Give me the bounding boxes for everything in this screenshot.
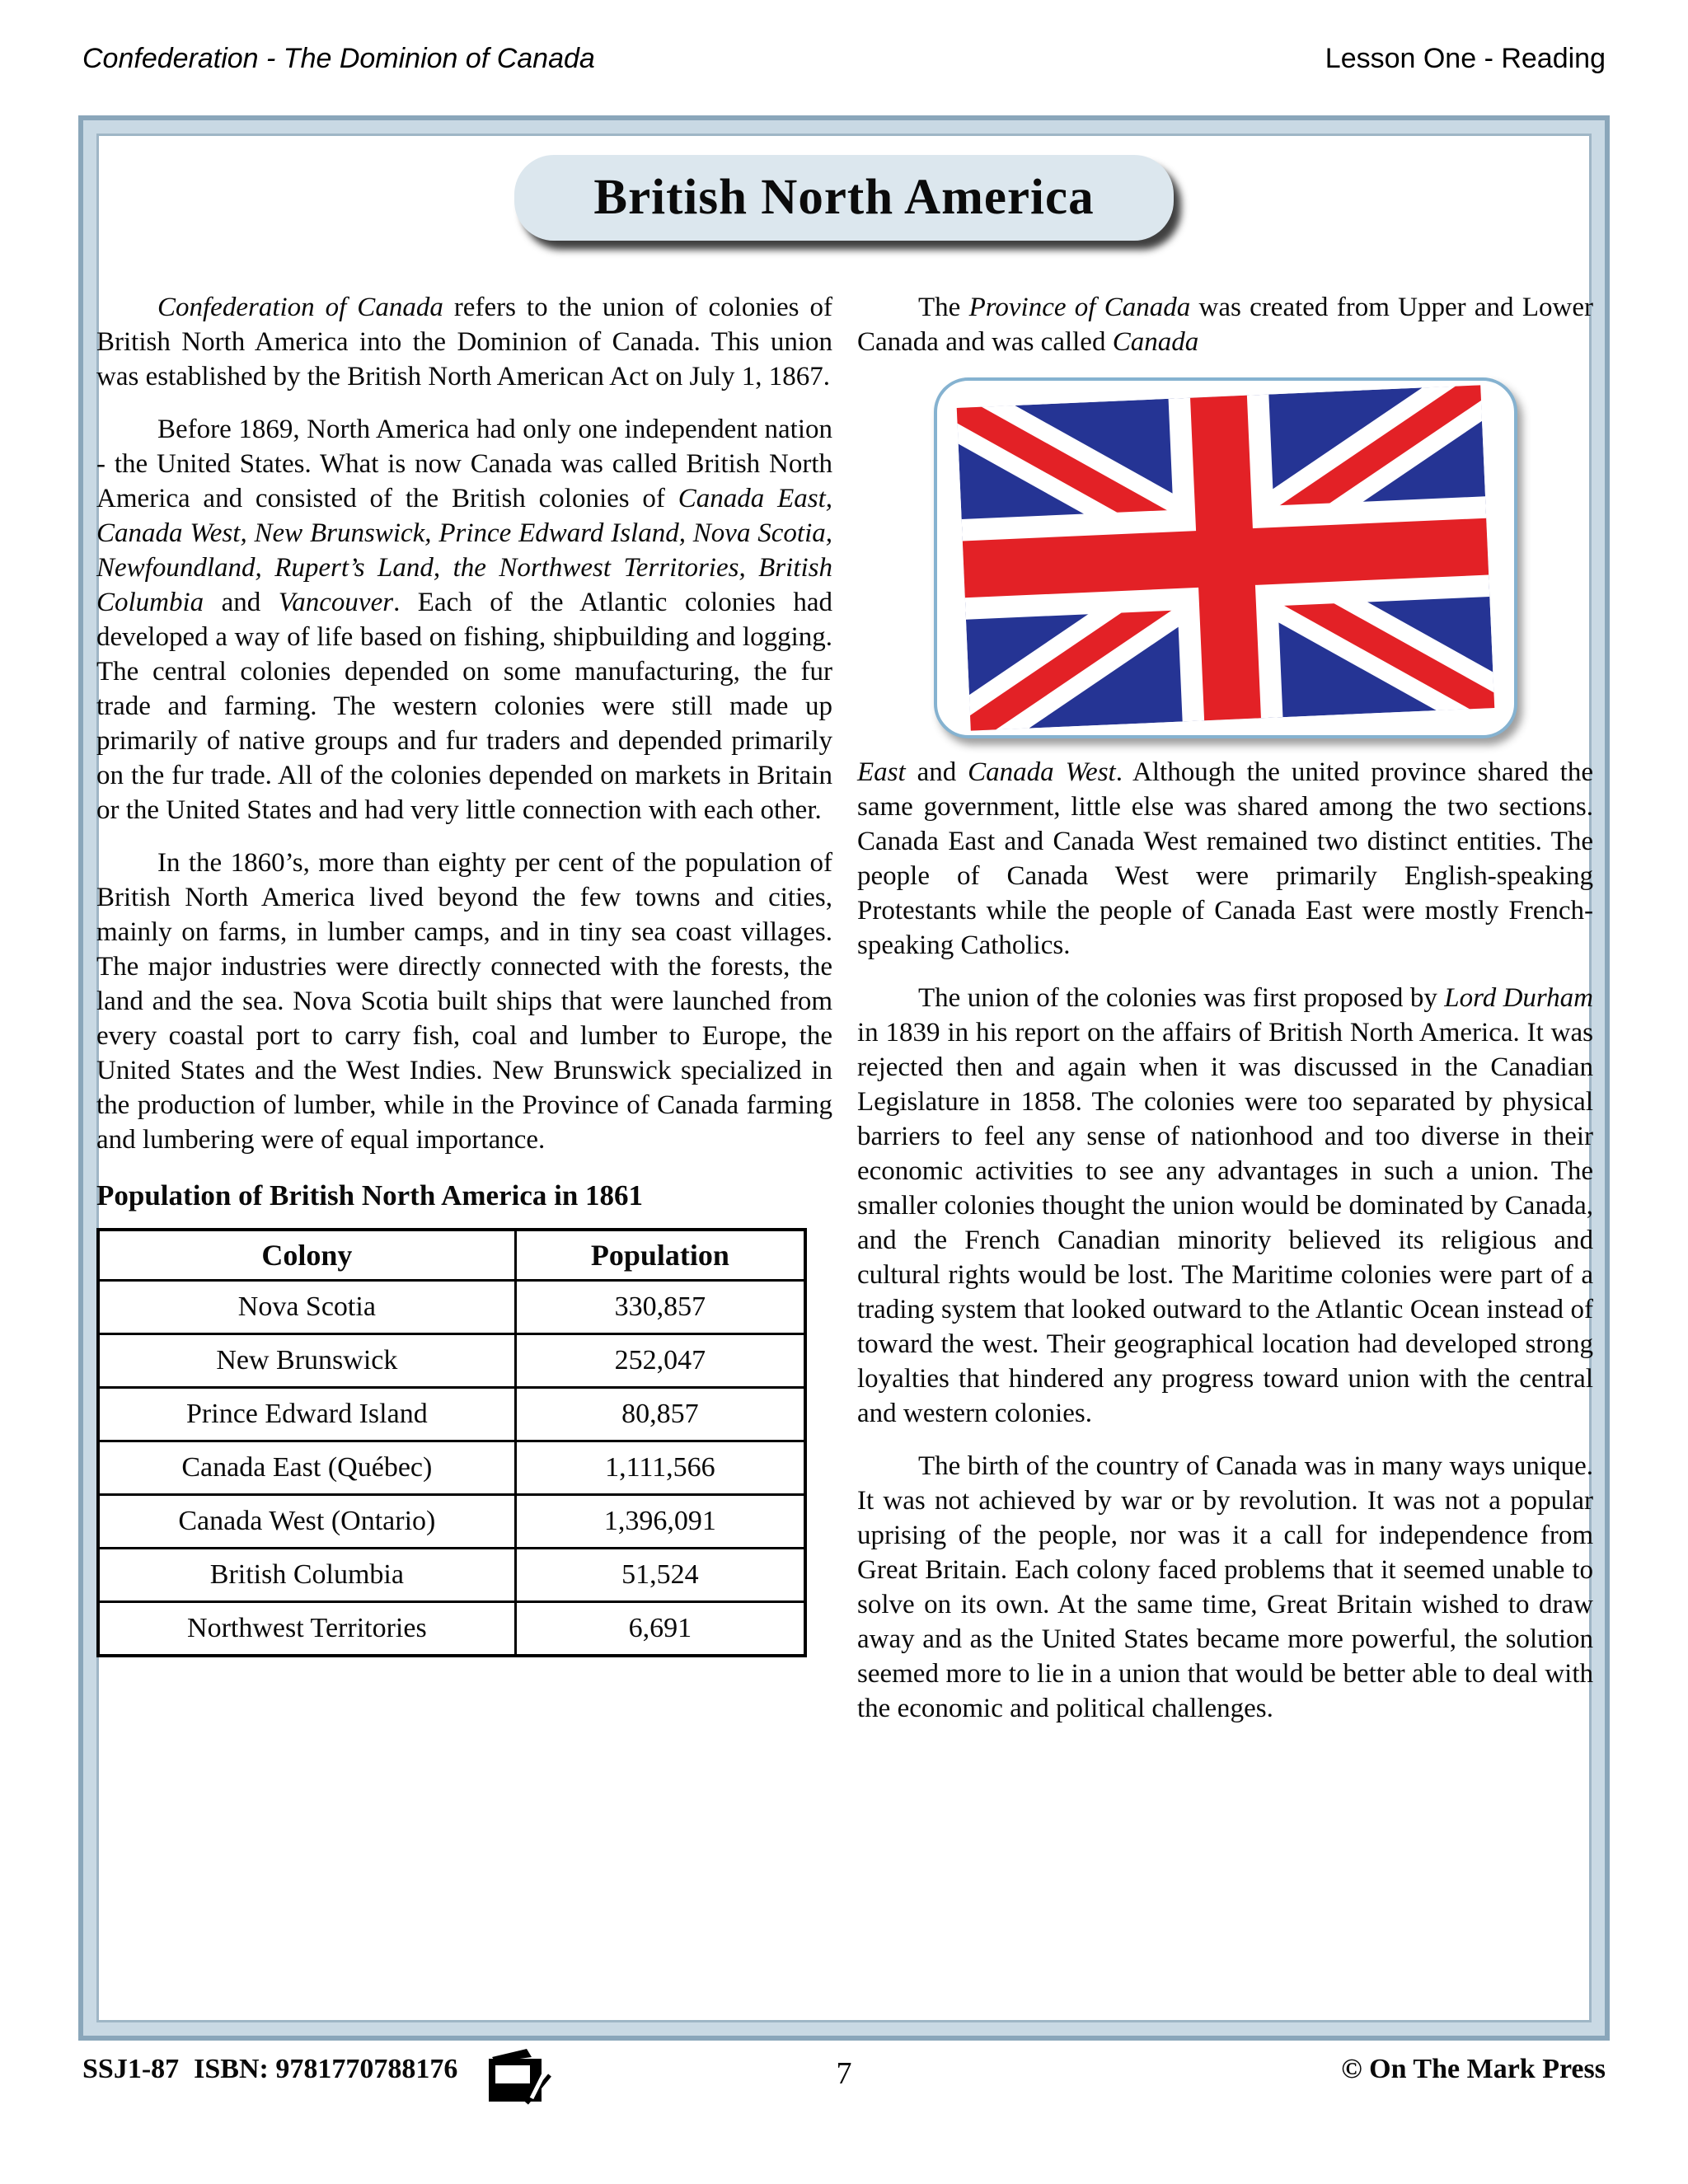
table-row [98, 1388, 805, 1441]
book-icon [481, 2047, 553, 2116]
footer-left [82, 2054, 553, 2116]
table-cell: 80,857 [515, 1388, 805, 1441]
right-column [857, 290, 1593, 1744]
table-cell: Canada West (Ontario) [98, 1495, 515, 1549]
table-cell: 51,524 [515, 1549, 805, 1602]
paragraph-union-proposed: The union of the colonies was first proposed by Lord Durham in 1839 in his report on the affairs of British North America. It was rejected then and again when it was discussed in the Canadian Legislature in 1858. The colonies were too separated by physical barriers to feel any sense of nationhood and too diverse in their economic activities to see any advantages in such a union. The smaller colonies thought the union would be dominated by Canada, and the French Canadian minority believed its religious and cultural rights would be lost. The Maritime colonies were part of a trading system that looked outward to the Atlantic Ocean instead of toward the west. Their geographical location had developed strong loyalties that hindered any progress toward union with the central and western colonies. [857, 983, 1593, 1428]
table-row [98, 1495, 805, 1549]
table-row [98, 1549, 805, 1602]
book-title-header: Confederation - The Dominion of Canada [82, 43, 595, 74]
paragraph-birth-of-canada: The birth of the country of Canada was in many ways unique. It was not achieved by war or by revolution. It was not a popular uprising of the people, nor was it a call for independence from Great Britain. Each colony faced problems that it seemed unable to solve on its own. At the same time, Great Britain wished to draw away and as the United States became more powerful, the solution seemed more to lie in a union that would be better able to deal with the economic and political challenges. [857, 1451, 1593, 1723]
population-table [96, 1228, 807, 1657]
table-cell: Prince Edward Island [98, 1388, 515, 1441]
paragraph-east-west: East and Canada West. Although the united province shared the same government, little else was shared among the two sections. Canada East and Canada West remained two distinct entities. The people of Canada West were primarily English-speaking Protestants while the people of Canada East were mostly French-speaking Catholics. [857, 757, 1593, 960]
table-cell: 330,857 [515, 1281, 805, 1334]
paragraph-1860s: In the 1860’s, more than eighty per cent of the population of British North America lived beyond the few towns and cities, mainly on farms, in lumber camps, and in tiny sea coast villages. The major industries were directly connected with the forests, the land and the sea. Nova Scotia built ships that were launched from every coastal port to carry fish, coal and lumber to Europe, the United States and the West Indies. New Brunswick specialized in the production of lumber, while in the Province of Canada farming and lumbering were of equal importance. [96, 848, 832, 1155]
table-heading: Population of British North America in 1861 [96, 1179, 644, 1212]
paragraph-before-1869: Before 1869, North America had only one independent nation - the United States. What is now Canada was called British North America and consisted of the British colonies of Canada East, Canada West, New Brunswick, Prince Edward Island, Nova Scotia, Newfoundland, Rupert’s Land, the Northwest Territories, British Columbia and Vancouver. Each of the Atlantic colonies had developed a way of life based on fishing, shipbuilding and logging. The central colonies depended on some manufacturing, the fur trade and farming. The western colonies were still made up primarily of native groups and fur traders and depended primarily on the fur trade. All of the colonies depended on markets in Britain or the United States and had very little connection with each other. [96, 415, 832, 825]
table-cell: New Brunswick [98, 1334, 515, 1388]
union-jack-flag-icon [956, 385, 1493, 730]
product-code: SSJ1-87 [82, 2054, 180, 2084]
page-title [514, 155, 1174, 241]
table-header-row [98, 1230, 805, 1281]
table-cell: 1,396,091 [515, 1495, 805, 1549]
column-header-colony: Colony [98, 1230, 515, 1281]
isbn-text: ISBN: 9781770788176 [194, 2054, 458, 2084]
table-cell: 1,111,566 [515, 1441, 805, 1495]
table-row [98, 1281, 805, 1334]
column-header-population: Population [515, 1230, 805, 1281]
left-column [96, 290, 832, 1744]
table-cell: Canada East (Québec) [98, 1441, 515, 1495]
table-cell: Northwest Territories [98, 1602, 515, 1657]
publisher-credit: © On The Mark Press [1341, 2054, 1606, 2084]
table-cell: British Columbia [98, 1549, 515, 1602]
page-number: 7 [836, 2056, 852, 2091]
book-icon-glyph [481, 2047, 553, 2108]
running-head [82, 43, 1606, 75]
table-row [98, 1441, 805, 1495]
table-cell: 6,691 [515, 1602, 805, 1657]
union-jack-flag-image [934, 377, 1517, 738]
table-cell: 252,047 [515, 1334, 805, 1388]
lesson-header: Lesson One - Reading [1325, 43, 1606, 74]
table-row [98, 1334, 805, 1388]
text-columns [96, 290, 1593, 1744]
paragraph-province-of-canada: The Province of Canada was created from Upper and Lower Canada and was called Canada [857, 293, 1593, 357]
paragraph-confederation: Confederation of Canada refers to the union of colonies of British North America into the Dominion of Canada. This union was established by the British North American Act on July 1, 1867. [96, 293, 832, 391]
table-cell: Nova Scotia [98, 1281, 515, 1334]
page-title-text: British North America [593, 170, 1095, 225]
table-row [98, 1602, 805, 1657]
